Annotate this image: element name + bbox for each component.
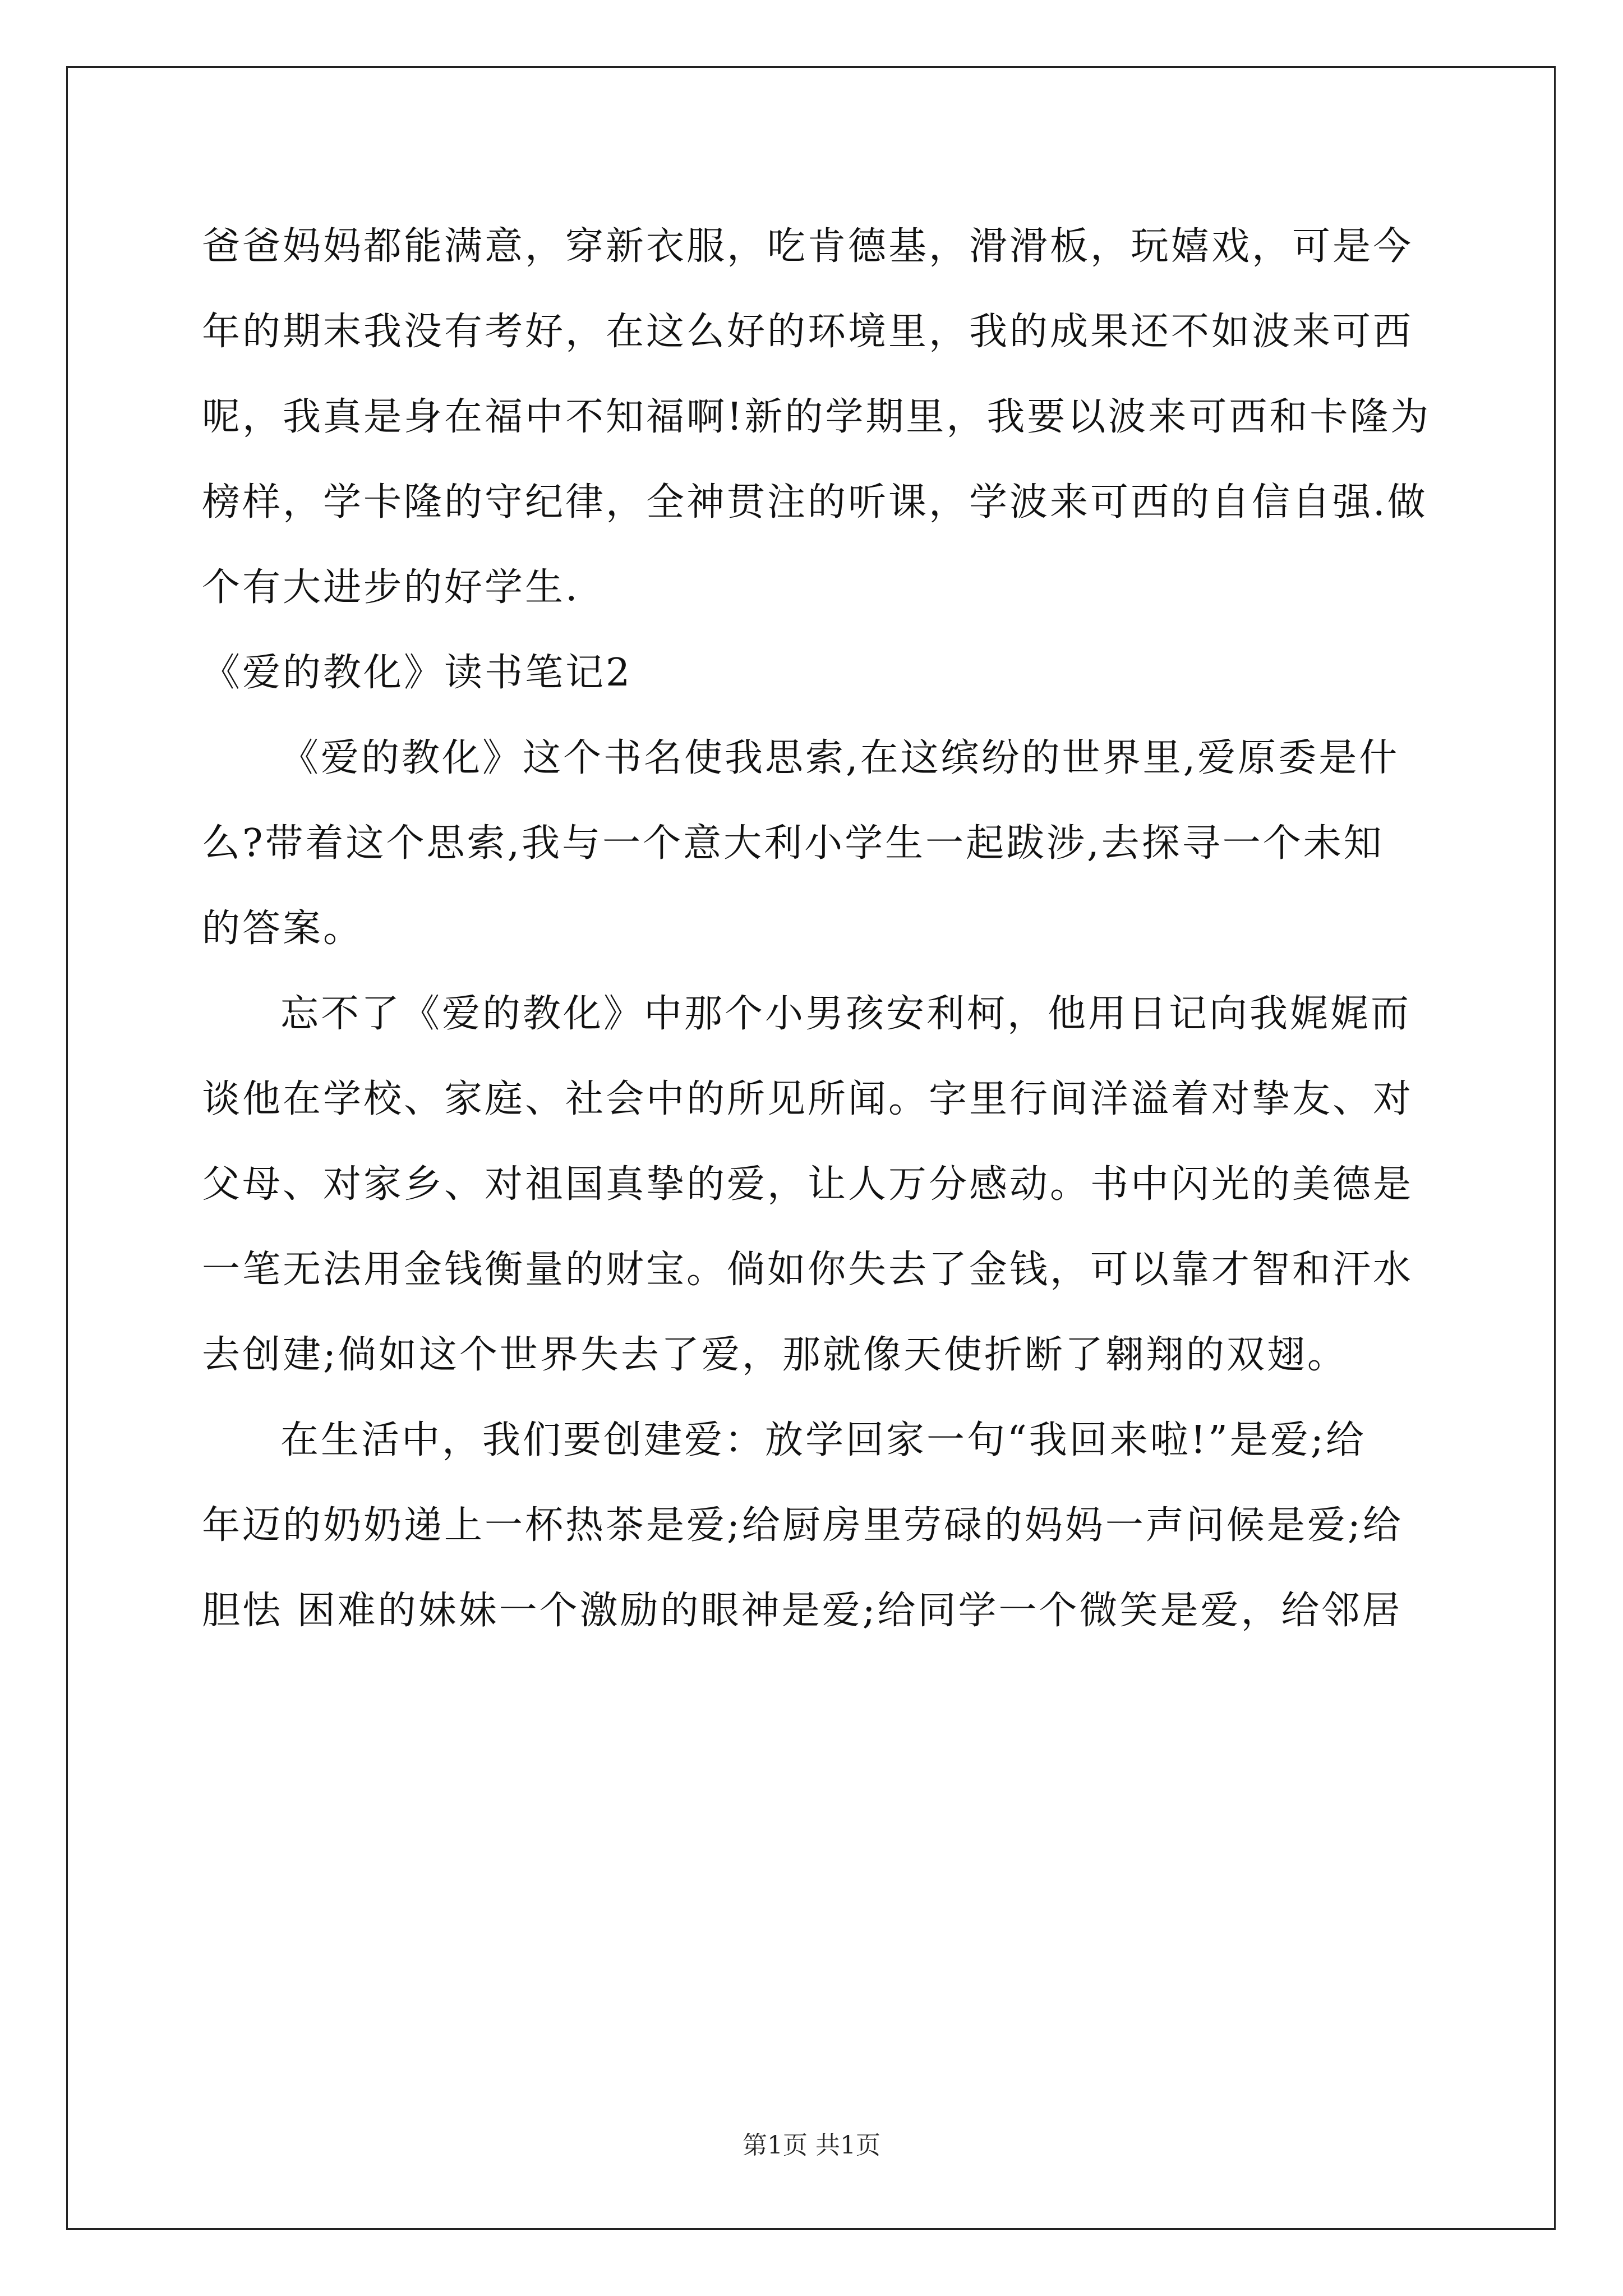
- section-heading: 《爱的教化》读书笔记2: [202, 651, 633, 695]
- paragraph-line: 呢，我真是身在福中不知福啊!新的学期里，我要以波来可西和卡隆为: [202, 395, 1431, 439]
- paragraph-line: 年的期末我没有考好，在这么好的环境里，我的成果还不如波来可西: [202, 310, 1414, 354]
- paragraph-line: 个有大进步的好学生.: [202, 565, 580, 610]
- paragraph-line: 在生活中，我们要创建爱：放学回家一句“我回来啦!”是爱;给: [280, 1418, 1366, 1462]
- page-footer: 第1页 共1页: [743, 2131, 880, 2160]
- paragraph-line: 么?带着这个思索,我与一个意大利小学生一起跋涉,去探寻一个未知: [202, 821, 1384, 866]
- paragraph-line: 爸爸妈妈都能满意，穿新衣服，吃肯德基，滑滑板，玩嬉戏，可是今: [202, 224, 1414, 269]
- paragraph-line: 谈他在学校、家庭、社会中的所见所闻。字里行间洋溢着对挚友、对: [202, 1077, 1414, 1121]
- paragraph-line: 忘不了《爱的教化》中那个小男孩安利柯，他用日记向我娓娓而: [280, 992, 1412, 1036]
- paragraph-line: 一笔无法用金钱衡量的财宝。倘如你失去了金钱，可以靠才智和汗水: [202, 1248, 1414, 1292]
- paragraph-line: 去创建;倘如这个世界失去了爱，那就像天使折断了翱翔的双翅。: [202, 1333, 1348, 1377]
- paragraph-line: 榜样，学卡隆的守纪律，全神贯注的听课，学波来可西的自信自强.做: [202, 480, 1428, 524]
- paragraph-line: 胆怯 困难的妹妹一个激励的眼神是爱;给同学一个微笑是爱，给邻居: [202, 1589, 1403, 1633]
- paragraph-line: 的答案。: [202, 907, 364, 951]
- paragraph-line: 年迈的奶奶递上一杯热茶是爱;给厨房里劳碌的妈妈一声问候是爱;给: [202, 1503, 1403, 1548]
- paragraph-line: 《爱的教化》这个书名使我思索,在这缤纷的世界里,爱原委是什: [280, 736, 1400, 780]
- page-border: [66, 66, 1556, 2230]
- paragraph-line: 父母、对家乡、对祖国真挚的爱，让人万分感动。书中闪光的美德是: [202, 1162, 1414, 1207]
